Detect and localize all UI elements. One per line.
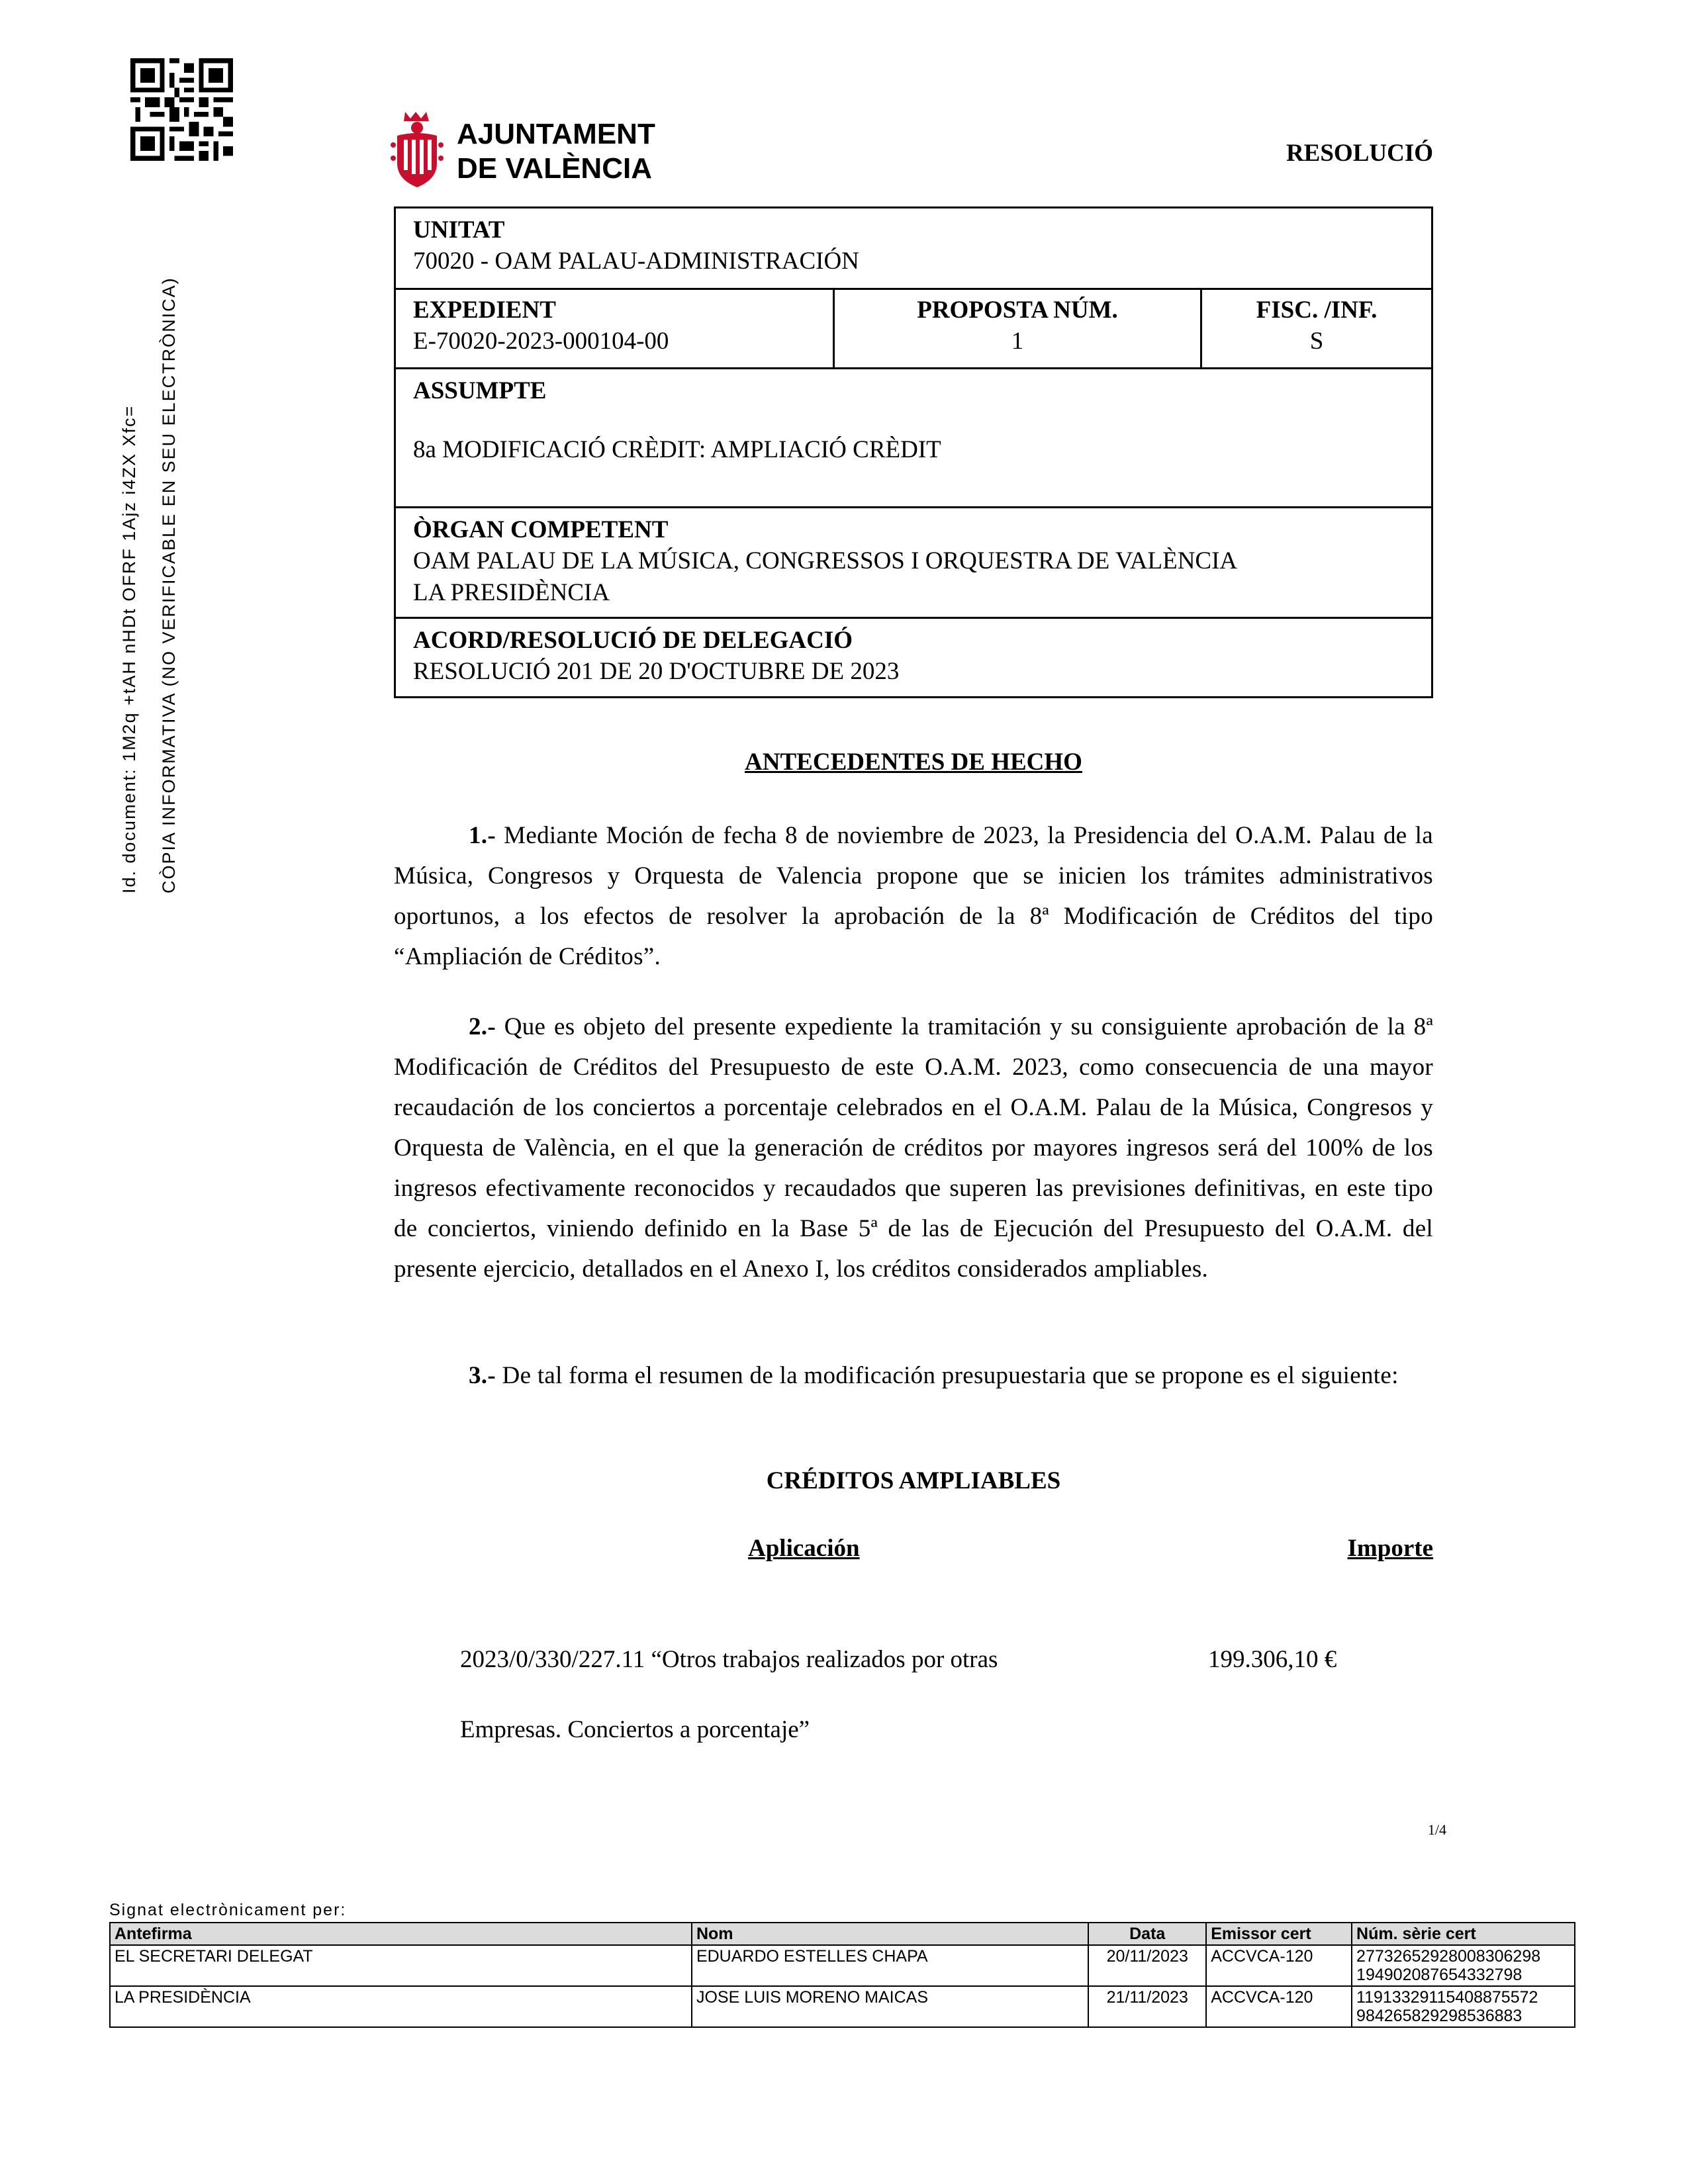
signature-caption: Signat electrònicament per: (109, 1901, 347, 1919)
item-amount: 199.306,10 € (1208, 1646, 1337, 1673)
paragraph-1-text: Mediante Moción de fecha 8 de noviembre de 2023, la Presidencia del O.A.M. Palau de la Música, Congresos y Orquesta de Valencia propone que se inicien los trámites administrativos oportunos, a los efectos de resolver la aprobación de la 8ª Modificación de Créditos del tipo “Ampliación de Créditos”. (394, 822, 1433, 970)
organ-line-2: LA PRESIDÈNCIA (413, 579, 610, 606)
signature-row (110, 1945, 1575, 1986)
city-logo (391, 109, 669, 192)
side-watermark (119, 277, 199, 893)
assumpte-row (396, 369, 1431, 508)
expedient-value: E-70020-2023-000104-00 (413, 328, 669, 355)
header-info-box (394, 206, 1433, 698)
unitat-row (396, 208, 1431, 290)
paragraph-3 (394, 1355, 1433, 1396)
expedient-row (396, 290, 1431, 369)
antecedentes-title: ANTECEDENTES DE HECHO (745, 749, 1082, 776)
document-type: RESOLUCIÓ (1286, 140, 1433, 167)
signer-emissor: ACCVCA-120 (1206, 1945, 1352, 1986)
signer-nom: EDUARDO ESTELLES CHAPA (692, 1945, 1088, 1986)
organ-label: ÒRGAN COMPETENT (413, 516, 669, 543)
unitat-label: UNITAT (413, 216, 505, 244)
col-importe: Importe (1347, 1535, 1433, 1562)
proposta-cell (833, 290, 1200, 367)
creditos-title: CRÉDITOS AMPLIABLES (766, 1467, 1061, 1494)
signer-serie-1: 11913329115408875572 (1356, 1988, 1538, 2007)
item-description-2: Empresas. Conciertos a porcentaje” (460, 1716, 810, 1743)
signer-antefirma: LA PRESIDÈNCIA (110, 1986, 692, 2027)
signer-emissor: ACCVCA-120 (1206, 1986, 1352, 2027)
proposta-label: PROPOSTA NÚM. (917, 296, 1118, 324)
signature-row (110, 1986, 1575, 2027)
signer-nom: JOSE LUIS MORENO MAICAS (692, 1986, 1088, 2027)
paragraph-2-text: Que es objeto del presente expediente la tramitación y su consiguiente aprobación de la 8ª Modificación de Créditos del Presupuesto de este O.A.M. 2023, como consecuencia de una mayor recaudación de los conciertos a porcentaje celebrados en el O.A.M. Palau de la Música, Congresos y Orquesta de València, en el que la generación de créditos por mayores ingresos será del 100% de los ingresos efectivamente reconocidos y recaudados que superen las previsiones definitivas, en este tipo de conciertos, viniendo definido en la Base 5ª de las de Ejecución del Presupuesto del O.A.M. del presente ejercicio, detallados en el Anexo I, los créditos considerados ampliables. (394, 1013, 1433, 1283)
signature-table (109, 1922, 1575, 2028)
col-aplicacion: Aplicación (748, 1535, 860, 1562)
fisc-label: FISC. /INF. (1256, 296, 1378, 324)
signer-serie-1: 27732652928008306298 (1356, 1947, 1541, 1966)
acord-row (396, 619, 1431, 696)
fisc-cell (1200, 290, 1431, 367)
item-description-1: 2023/0/330/227.11 “Otros trabajos realizados por otras (460, 1646, 998, 1673)
page-number: 1/4 (1427, 1821, 1446, 1838)
expedient-cell (396, 290, 833, 367)
paragraph-3-number: 3.- (469, 1362, 496, 1389)
proposta-value: 1 (1011, 328, 1024, 355)
expedient-label: EXPEDIENT (413, 296, 556, 324)
unitat-value: 70020 - OAM PALAU-ADMINISTRACIÓN (413, 248, 859, 275)
signer-serie (1352, 1986, 1575, 2027)
signer-data: 20/11/2023 (1088, 1945, 1206, 1986)
paragraph-2-number: 2.- (469, 1013, 496, 1040)
signature-header-row (110, 1923, 1575, 1945)
document-id: Id. document: 1M2q +tAH nHDt OFRF 1Ajz i4ZX Xfc= (119, 404, 139, 893)
paragraph-3-text: De tal forma el resumen de la modificación presupuestaria que se propone es el siguiente: (502, 1362, 1399, 1389)
logo-line-2: DE VALÈNCIA (457, 152, 652, 185)
paragraph-1-number: 1.- (469, 822, 496, 849)
header-antefirma: Antefirma (110, 1923, 692, 1945)
organ-row (396, 508, 1431, 619)
qr-code (130, 58, 233, 161)
header-data: Data (1088, 1923, 1206, 1945)
coat-of-arms-icon (391, 111, 444, 189)
logo-line-1: AJUNTAMENT (457, 118, 655, 150)
signer-serie (1352, 1945, 1575, 1986)
header-serie: Núm. sèrie cert (1352, 1923, 1575, 1945)
acord-value: RESOLUCIÓ 201 DE 20 D'OCTUBRE DE 2023 (413, 658, 900, 685)
organ-line-1: OAM PALAU DE LA MÚSICA, CONGRESSOS I ORQUESTRA DE VALÈNCIA (413, 547, 1238, 574)
assumpte-value: 8a MODIFICACIÓ CRÈDIT: AMPLIACIÓ CRÈDIT (413, 436, 941, 463)
signer-serie-2: 984265829298536883 (1356, 2007, 1523, 2025)
header-nom: Nom (692, 1923, 1088, 1945)
paragraph-2 (394, 1007, 1433, 1289)
signer-serie-2: 194902087654332798 (1356, 1966, 1523, 1984)
assumpte-label: ASSUMPTE (413, 377, 547, 404)
fisc-value: S (1309, 328, 1324, 355)
header-emissor: Emissor cert (1206, 1923, 1352, 1945)
signer-data: 21/11/2023 (1088, 1986, 1206, 2027)
copy-notice: CÒPIA INFORMATIVA (NO VERIFICABLE EN SEU ELECTRÒNICA) (159, 277, 179, 893)
signer-antefirma: EL SECRETARI DELEGAT (110, 1945, 692, 1986)
paragraph-1 (394, 815, 1433, 977)
acord-label: ACORD/RESOLUCIÓ DE DELEGACIÓ (413, 627, 853, 654)
